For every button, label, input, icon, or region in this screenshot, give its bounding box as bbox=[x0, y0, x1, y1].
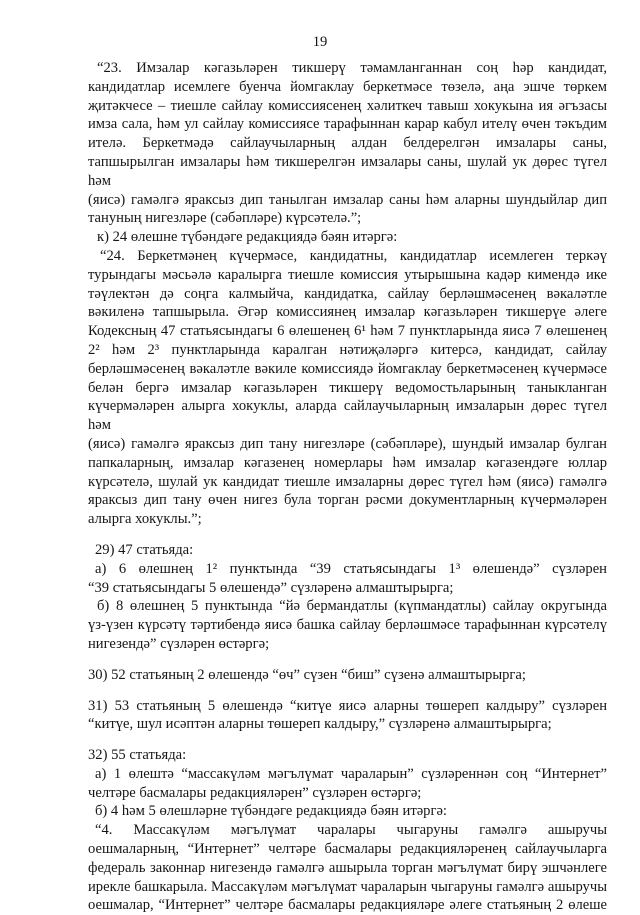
text-line: оешмаларның, “Интернет” челтәре басмалары редакцияләренең сайлаучыларга bbox=[88, 841, 607, 858]
paragraph-article-23-text bbox=[88, 59, 607, 228]
text-line: ирекле башкарыла. Массакүләм мәгълүмат чараларын чыгаруны гамәлгә ашыручы bbox=[88, 878, 607, 895]
paragraph-item-31 bbox=[88, 697, 607, 735]
paragraph-item-29-a bbox=[88, 560, 607, 598]
text-line: күчермәләрен алырга хокуклы, аларда сайлаучыларның имзаларын дөрес түгел һәм bbox=[88, 398, 607, 434]
paragraph-part-4-text bbox=[88, 821, 607, 915]
text-line: белән бергә имзалар кәгазьләрен тикшерү ведомостьларының таныкланган bbox=[88, 379, 607, 396]
text-line: нигезендә” сүзләрен өстәргә; bbox=[88, 635, 270, 652]
paragraph-item-30 bbox=[88, 666, 607, 685]
text-line: б) 4 һәм 5 өлешләрне түбәндәге редакциядә бәян итәргә: bbox=[95, 803, 447, 820]
text-line: җитәкчесе – тиешле сайлау комиссиясенең хәлиткеч тавыш хокукына ия әгъзасы bbox=[88, 97, 607, 114]
text-line: “4. Массакүләм мәгълүмат чаралары чыгаруны гамәлгә ашыручы bbox=[95, 822, 607, 839]
text-line: (яисә) гамәлгә яраксыз дип танылган имзалар саны һәм аларны шундыйлар дип bbox=[88, 191, 607, 208]
text-line: Кодексның 47 статьясындагы 6 өлешенең 6¹ һәм 7 пунктларында яисә 7 өлешенең bbox=[88, 323, 607, 340]
text-line: к) 24 өлешне түбәндәге редакциядә бәян итәргә: bbox=[97, 229, 398, 246]
text-line: (яисә) гамәлгә яраксыз дип тану нигезләре (сәбәпләре), шундый имзалар булган bbox=[88, 435, 607, 452]
text-line: күрсәтелә, шулай ук кандидат тиешле имзаларны дөрес түгел һәм (яисә) гамәлгә bbox=[88, 473, 607, 490]
text-line: “24. Беркетмәнең күчермәсе, кандидатны, кандидатлар исемлеген теркәү bbox=[100, 247, 607, 264]
text-line: ителә. Беркетмәдә сайлаучыларның алдан белдерелгән имзалары саны, bbox=[88, 135, 607, 152]
text-line: “39 статьясындагы 5 өлешендә” сүзләренә алмаштырырга; bbox=[88, 579, 454, 596]
paragraph-item-k bbox=[88, 228, 607, 247]
text-line: 29) 47 статьяда: bbox=[95, 541, 194, 558]
text-line: кандидатлар исемлеге буенча йомгаклау беркетмәсе төзелә, аңа эшче төркем bbox=[88, 78, 607, 95]
text-line: тәүлектән дә соңга калмыйча, кандидатка, сайлау берләшмәсенең вәкаләтле bbox=[88, 285, 607, 302]
paragraph-item-32-b bbox=[88, 802, 607, 821]
text-line: вәкиленә тапшырыла. Әгәр комиссиянең имзалар кәгазьләрен тикшерүе әлеге bbox=[88, 304, 607, 321]
text-line: оешмалар, “Интернет” челтәре басмалары редакцияләре әлеге статьяның 2 өлеше bbox=[88, 897, 607, 914]
text-line: б) 8 өлешнең 5 пунктында “йә бермандатлы (күпмандатлы) сайлау округында bbox=[97, 598, 607, 615]
document-body bbox=[88, 59, 607, 915]
text-line: “китүе, шул исәптән аларны төшереп калдыру,” сүзләренә алмаштырырга; bbox=[88, 716, 552, 733]
text-line: 2² һәм 2³ пунктларында каралган нәтиҗәләргә китерсә, кандидат, сайлау bbox=[88, 341, 607, 358]
paragraph-item-29 bbox=[88, 541, 607, 560]
text-line: тануның нигезләре (сәбәпләре) күрсәтелә.”; bbox=[88, 210, 362, 227]
text-line: турындагы мәсьәлә каралырга тиешле комиссия утырышына кадәр кимендә ике bbox=[88, 266, 607, 283]
text-line: имза сала, һәм ул сайлау комиссиясе тарафыннан карар кабул ителү өчен тәкъдим bbox=[88, 116, 607, 133]
text-line: яраксыз дип тану өчен нигез була торган рәсми документларның күчермәләрен bbox=[88, 492, 607, 509]
paragraph-item-29-b bbox=[88, 597, 607, 653]
text-line: а) 6 өлешнең 1² пунктында “39 статьясындагы 1³ өлешендә” сүзләрен bbox=[95, 560, 607, 577]
text-line: федераль законнар нигезендә гамәлгә ашырыла торган мәгълүмат бирү эшчәнлеге bbox=[88, 859, 607, 876]
page-number: 19 bbox=[312, 34, 328, 50]
text-line: челтәре басмалары редакцияләрен” сүзләрен өстәргә; bbox=[88, 784, 422, 801]
paragraph-item-32-a bbox=[88, 765, 607, 803]
text-line: 31) 53 статьяның 5 өлешендә “китүе яисә аларны төшереп калдыру” сүзләрен bbox=[88, 697, 607, 714]
text-line: алырга хокуклы.”; bbox=[88, 511, 202, 528]
text-line: үз-үзен күрсәтү тәртибендә яисә башка сайлау берләшмәсе тарафыннан күрсәтелү bbox=[88, 617, 607, 634]
text-line: 32) 55 статьяда: bbox=[88, 747, 187, 764]
text-line: тапшырылган имзалары һәм тикшерелгән имзалары саны, шулай ук дөрес түгел һәм bbox=[88, 153, 607, 189]
paragraph-article-24-text bbox=[88, 247, 607, 529]
paragraph-item-32 bbox=[88, 746, 607, 765]
text-line: берләшмәсенең вәкаләтле вәкиле комиссиядә йомгаклау беркетмәсенең күчермәсе bbox=[88, 360, 607, 377]
text-line: а) 1 өлештә “массакүләм мәгълүмат чараларын” сүзләреннән соң “Интернет” bbox=[95, 765, 607, 782]
text-line: “23. Имзалар кәгазьләрен тикшерү тәмамланганнан соң һәр кандидат, bbox=[97, 60, 607, 76]
text-line: 30) 52 статьяның 2 өлешендә “өч” сүзен “биш” сүзенә алмаштырырга; bbox=[88, 666, 526, 683]
text-line: папкаларның, имзалар кәгазенең номерлары һәм имзалар кәгазендәге юллар bbox=[88, 454, 607, 471]
